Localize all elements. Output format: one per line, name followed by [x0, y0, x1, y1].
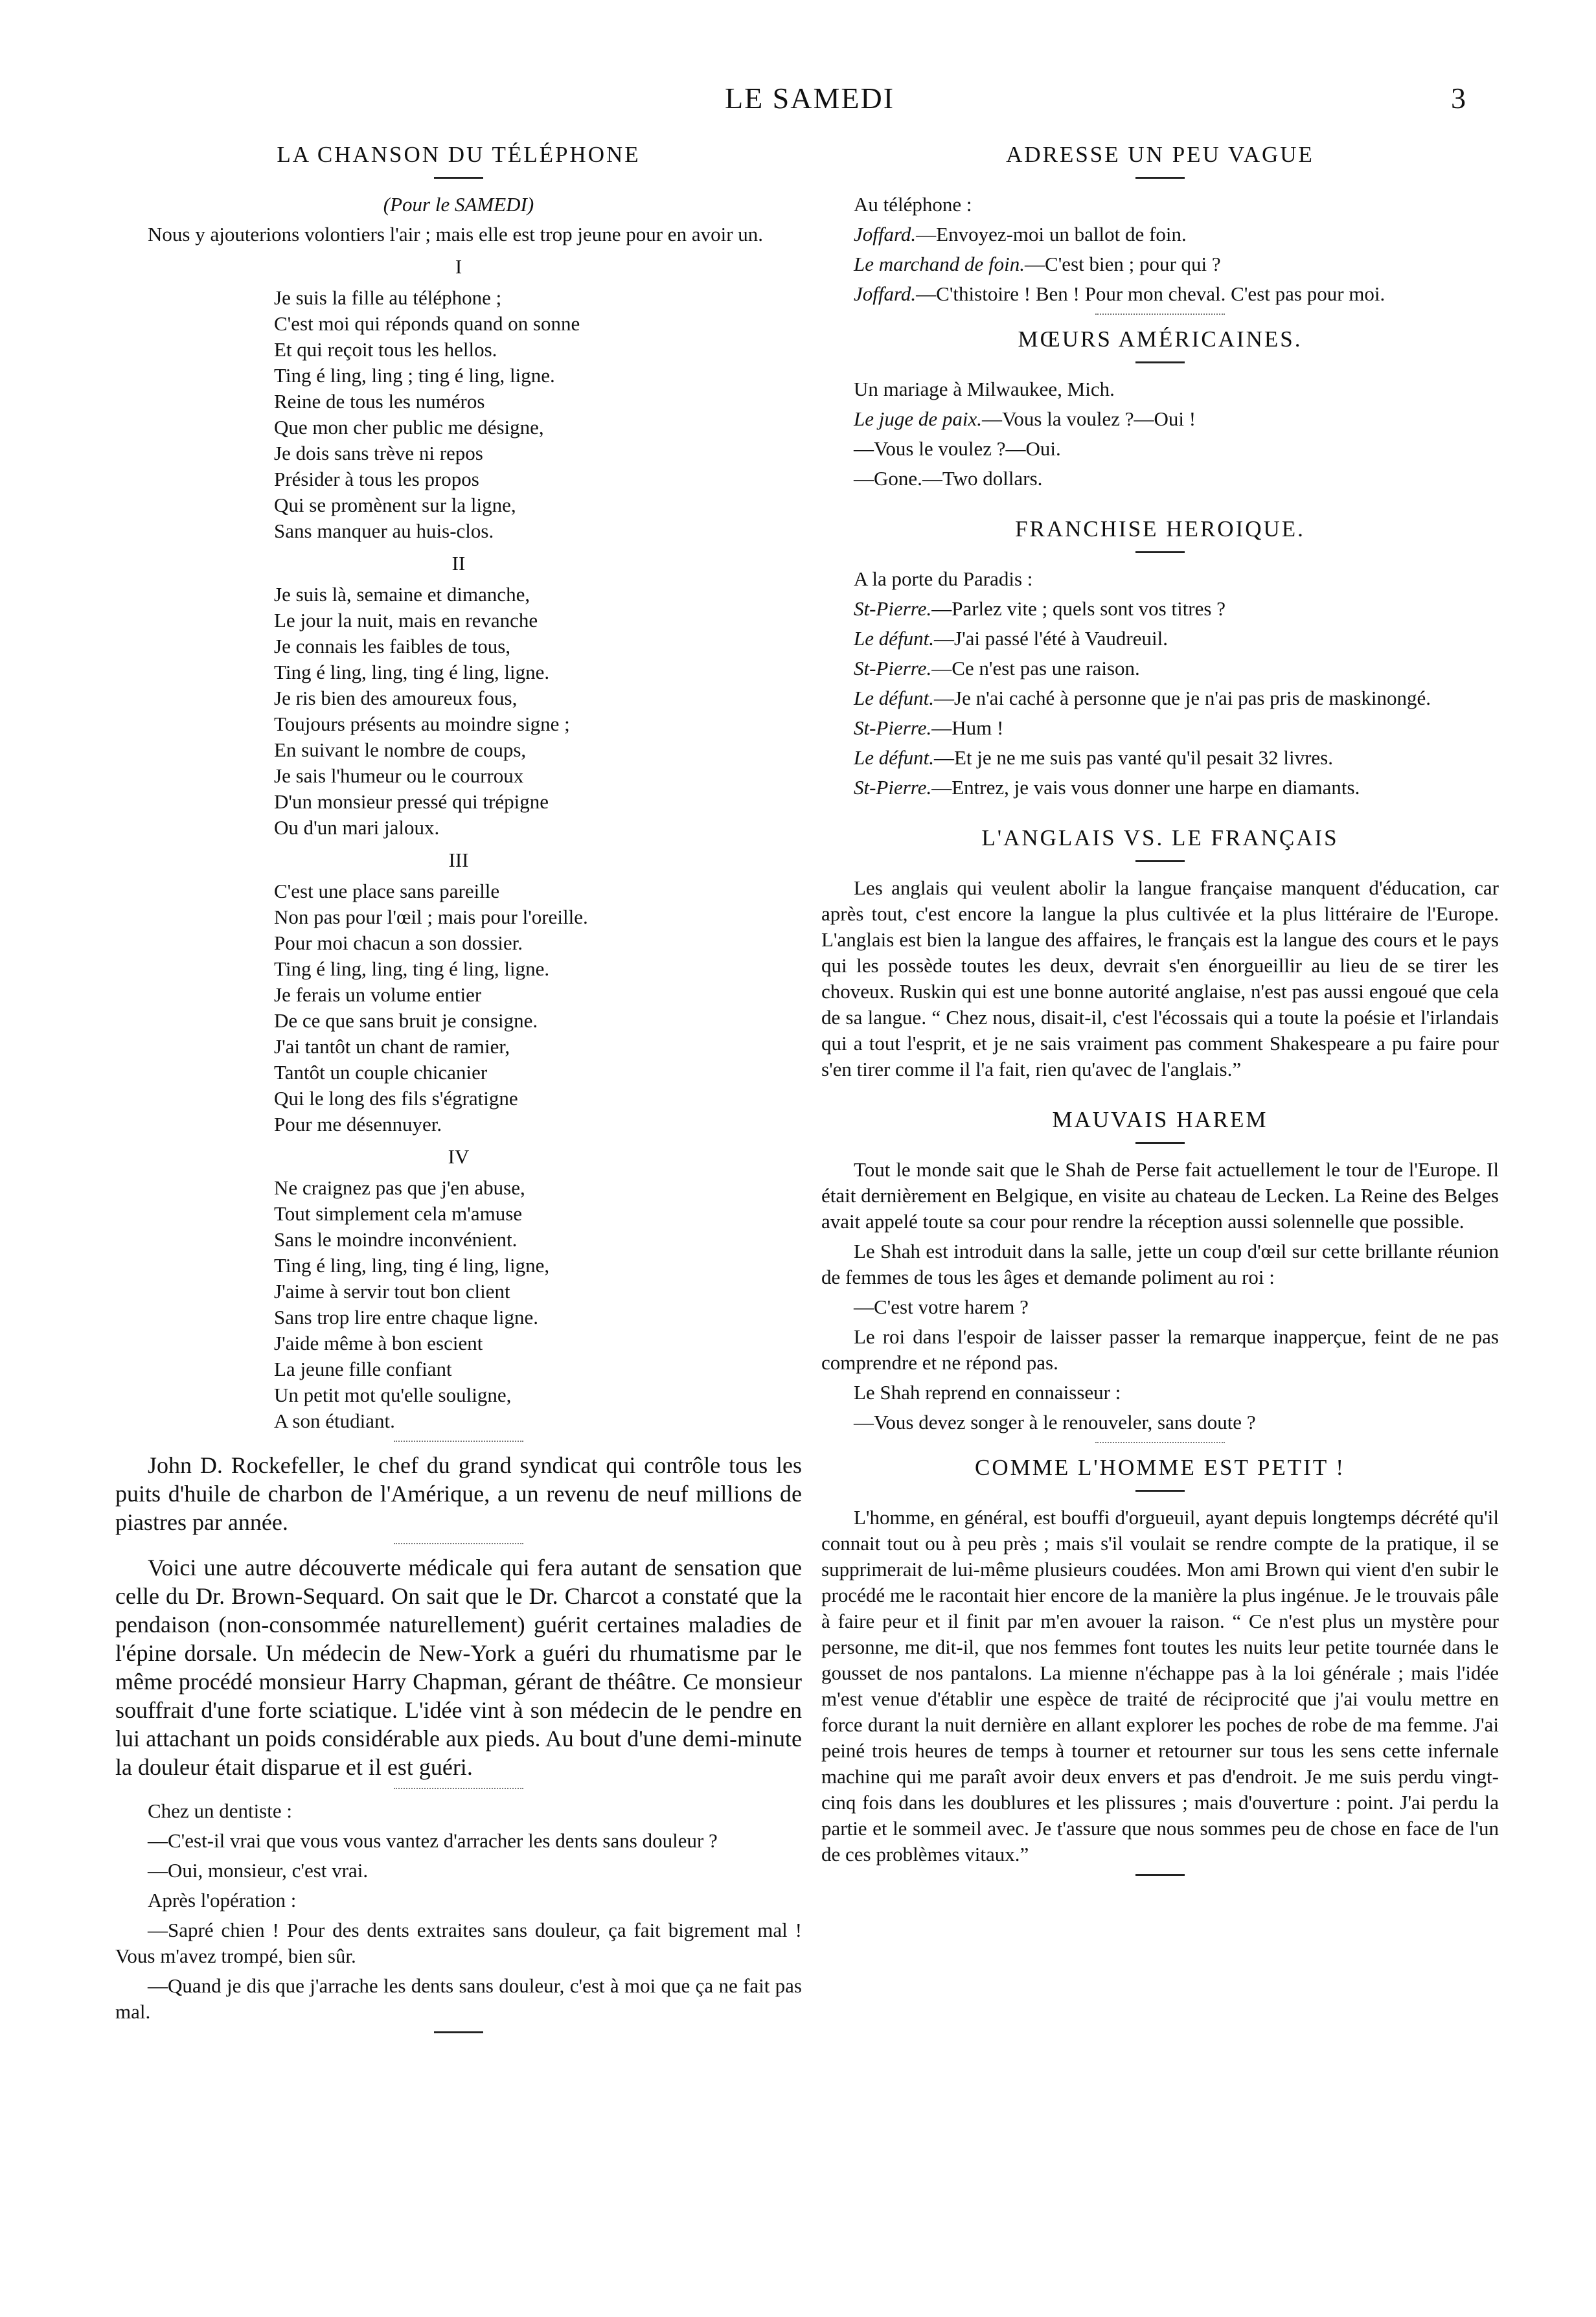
end-rule [1135, 1874, 1185, 1876]
dialogue-text: —Gone.—Two dollars. [854, 467, 1043, 490]
speaker-name: Le défunt. [854, 687, 934, 709]
dialogue-text: —Et je ne me suis pas vanté qu'il pesait 32 livres. [934, 746, 1333, 769]
title-rule [1135, 860, 1185, 862]
dialogue-text: —Vous la voulez ?—Oui ! [982, 407, 1196, 430]
article-title-homme: COMME L'HOMME EST PETIT ! [975, 1455, 1345, 1480]
speaker-name: Joffard. [854, 223, 917, 245]
speaker-name: St-Pierre. [854, 597, 932, 620]
rockefeller-article [115, 1451, 802, 1536]
stanza [274, 878, 802, 1137]
verse-line: Je ferais un volume entier [274, 983, 482, 1006]
dialogue-line: —Sapré chien ! Pour des dents extraites sans douleur, ça fait bigrement mal ! Vous m'avez trompé, bien sûr. [115, 1919, 802, 1967]
verse-line: Présider à tous les propos [274, 468, 479, 490]
section-divider [394, 1543, 523, 1544]
dentist-article [115, 1798, 802, 2025]
dialogue-line [821, 715, 1499, 741]
verse-line: Pour me désennuyer. [274, 1113, 442, 1136]
verse-line: Je sais l'humeur ou le courroux [274, 764, 524, 787]
dialogue-line [821, 685, 1499, 711]
rockefeller-text: John D. Rockefeller, le chef du grand syndicat qui contrôle tous les puits d'huile de charbon de l'Amérique, a un revenu de neuf millions de piastres par année. [115, 1452, 802, 1535]
dialogue-text: —Hum ! [931, 716, 1004, 739]
speaker-name: St-Pierre. [854, 716, 932, 739]
page-number: 3 [1451, 82, 1466, 115]
adresse-dialogue [821, 192, 1499, 307]
verse-line: Je suis là, semaine et dimanche, [274, 583, 530, 606]
dialogue-text: Un mariage à Milwaukee, Mich. [854, 378, 1115, 400]
dialogue-line [821, 626, 1499, 652]
verse-line: En suivant le nombre de coups, [274, 738, 527, 761]
dialogue-text: —Je n'ai caché à personne que je n'ai pas pris de maskinongé. [934, 687, 1431, 709]
verse-line: Sans trop lire entre chaque ligne. [274, 1306, 539, 1329]
dialogue-text: —Vous le voulez ?—Oui. [854, 437, 1061, 460]
verse-line: La jeune fille confiant [274, 1358, 452, 1380]
dialogue-line [821, 436, 1499, 462]
dialogue-line [821, 656, 1499, 681]
article-title-harem: MAUVAIS HAREM [1052, 1107, 1268, 1132]
verse-line: Un petit mot qu'elle souligne, [274, 1384, 512, 1406]
dialogue-line: —C'est-il vrai que vous vous vantez d'arracher les dents sans douleur ? [148, 1829, 718, 1852]
verse-line: Sans manquer au huis-clos. [274, 519, 494, 542]
title-rule [1135, 1142, 1185, 1144]
dialogue-line: —Oui, monsieur, c'est vrai. [148, 1859, 369, 1882]
dialogue-text: —C'est bien ; pour qui ? [1025, 253, 1221, 275]
section-divider [1095, 314, 1225, 315]
dialogue-line [821, 222, 1499, 247]
verse-line: Qui le long des fils s'égratigne [274, 1087, 518, 1110]
franchise-dialogue [821, 566, 1499, 801]
verse-line: Je dois sans trève ni repos [274, 442, 483, 464]
dialogue-line [821, 466, 1499, 492]
verse-line: Ting é ling, ling, ting é ling, ligne, [274, 1254, 550, 1277]
verse-line: Ting é ling, ling, ting é ling, ligne. [274, 957, 550, 980]
article-title-franchise: FRANCHISE HEROIQUE. [1015, 516, 1305, 542]
chanson-intro: Nous y ajouterions volontiers l'air ; mais elle est trop jeune pour en avoir un. [148, 223, 764, 245]
section-divider [394, 1788, 523, 1789]
dialogue-text: A la porte du Paradis : [854, 567, 1033, 590]
article-title-adresse: ADRESSE UN PEU VAGUE [1006, 142, 1314, 167]
dialogue-text: —Parlez vite ; quels sont vos titres ? [931, 597, 1226, 620]
dialogue-text: —Envoyez-moi un ballot de foin. [916, 223, 1187, 245]
verse-line: Toujours présents au moindre signe ; [274, 713, 570, 735]
poem-stanzas [115, 254, 802, 1434]
verse-line: Je ris bien des amoureux fous, [274, 687, 518, 709]
stanza-numeral: I [455, 255, 462, 278]
verse-line: J'aime à servir tout bon client [274, 1280, 510, 1303]
verse-line: Tantôt un couple chicanier [274, 1061, 488, 1084]
title-rule [1135, 1490, 1185, 1492]
dialogue-line [821, 281, 1499, 307]
harem-paragraph: Tout le monde sait que le Shah de Perse fait actuellement le tour de l'Europe. Il était dernièrement en Belgique, en visite au chateau de Lecken. La Reine des Belges avait appelé toute sa cour pour rendre la réception aussi solennelle que possible. [821, 1158, 1499, 1233]
verse-line: Ne craignez pas que j'en abuse, [274, 1176, 525, 1199]
dialogue-text: Au téléphone : [854, 193, 972, 216]
dialogue-line [821, 376, 1499, 402]
dialogue-line: Après l'opération : [148, 1889, 297, 1912]
speaker-name: Le juge de paix. [854, 407, 983, 430]
dialogue-line [821, 566, 1499, 592]
stanza-numeral: IV [448, 1145, 470, 1168]
verse-line: Ting é ling, ling, ting é ling, ligne. [274, 661, 550, 683]
verse-line: Reine de tous les numéros [274, 390, 485, 413]
section-divider [394, 1441, 523, 1442]
speaker-name: Le marchand de foin. [854, 253, 1025, 275]
verse-line: D'un monsieur pressé qui trépigne [274, 790, 549, 813]
masthead [0, 81, 1596, 120]
speaker-name: Le défunt. [854, 627, 934, 650]
end-rule [434, 2031, 483, 2033]
medical-article [115, 1553, 802, 1781]
speaker-name: St-Pierre. [854, 657, 932, 679]
dialogue-line [821, 775, 1499, 801]
dialogue-text: —C'thistoire ! Ben ! Pour mon cheval. C'est pas pour moi. [916, 282, 1385, 305]
speaker-name: Le défunt. [854, 746, 934, 769]
harem-body [821, 1157, 1499, 1435]
dialogue-line [821, 745, 1499, 771]
title-rule [434, 177, 483, 179]
dialogue-line [821, 596, 1499, 622]
verse-line: C'est moi qui réponds quand on sonne [274, 312, 580, 335]
verse-line: Non pas pour l'œil ; mais pour l'oreille. [274, 906, 588, 928]
speaker-name: St-Pierre. [854, 776, 932, 799]
dialogue-line [821, 251, 1499, 277]
harem-paragraph: Le roi dans l'espoir de laisser passer la remarque inapperçue, feint de ne pas comprendre et ne répond pas. [821, 1325, 1499, 1374]
harem-paragraph: —C'est votre harem ? [854, 1295, 1029, 1318]
verse-line: Pour moi chacun a son dossier. [274, 931, 523, 954]
dialogue-text: —Ce n'est pas une raison. [931, 657, 1140, 679]
dialogue-line [821, 406, 1499, 432]
verse-line: J'aide même à bon escient [274, 1332, 483, 1354]
dialogue-text: —J'ai passé l'été à Vaudreuil. [934, 627, 1168, 650]
right-column [821, 139, 1499, 1889]
verse-line: Que mon cher public me désigne, [274, 416, 544, 439]
verse-line: Tout simplement cela m'amuse [274, 1202, 523, 1225]
verse-line: Qui se promènent sur la ligne, [274, 494, 516, 516]
dialogue-text: —Entrez, je vais vous donner une harpe en diamants. [931, 776, 1360, 799]
verse-line: A son étudiant. [274, 1410, 395, 1432]
harem-paragraph: —Vous devez songer à le renouveler, sans doute ? [854, 1411, 1256, 1433]
article-title-chanson: LA CHANSON DU TÉLÉPHONE [277, 142, 641, 167]
moeurs-dialogue [821, 376, 1499, 492]
verse-line: J'ai tantôt un chant de ramier, [274, 1035, 510, 1058]
verse-line: De ce que sans bruit je consigne. [274, 1009, 538, 1032]
medical-text: Voici une autre découverte médicale qui fera autant de sensation que celle du Dr. Brown-Sequard. On sait que le Dr. Charcot a constaté que la pendaison (non-consommée naturellement) guérit certaines maladies de l'épine dorsale. Un médecin de New-York a guéri du rhumatisme par le même procédé monsieur Harry Chapman, gérant de théâtre. Ce monsieur souffrait d'une forte sciatique. L'idée vint à son médecin de le pendre en lui attachant un poids considérable aux pieds. Au bout d'une demi-minute la douleur était disparue et il est guéri. [115, 1555, 802, 1780]
verse-line: Le jour la nuit, mais en revanche [274, 609, 538, 632]
left-column [115, 139, 802, 2046]
verse-line: Ting é ling, ling ; ting é ling, ligne. [274, 364, 555, 387]
title-rule [1135, 177, 1185, 179]
verse-line: Ou d'un mari jaloux. [274, 816, 440, 839]
stanza [274, 285, 802, 544]
anglais-body: Les anglais qui veulent abolir la langue française manquent d'éducation, car après tout, c'est encore la langue la plus cultivée et la plus littéraire de l'Europe. L'anglais est bien la langue des affaires, le français est la langue des cours et le pays qui les possède toutes les deux, devrait s'en énorgueillir au lieu de se tirer les choveux. Ruskin qui est une bonne autorité anglaise, n'est pas aussi engoué que cela de sa langue. “ Chez nous, disait-il, c'est l'écossais qui a toute la poésie et l'irlandais qui a tout l'esprit, et je ne sais vraiment pas comment Shakespeare a pu faire pour s'en tirer comme il l'a fait, rien qu'avec de l'anglais.” [821, 876, 1499, 1080]
verse-line: Sans le moindre inconvénient. [274, 1228, 518, 1251]
dialogue-line: Chez un dentiste : [148, 1799, 292, 1822]
article-title-moeurs: MŒURS AMÉRICAINES. [1018, 326, 1303, 352]
verse-line: Je connais les faibles de tous, [274, 635, 511, 657]
title-rule [1135, 361, 1185, 363]
dialogue-line: —Quand je dis que j'arrache les dents sans douleur, c'est à moi que ça ne fait pas mal. [115, 1974, 802, 2023]
verse-line: C'est une place sans pareille [274, 880, 500, 902]
verse-line: Et qui reçoit tous les hellos. [274, 338, 497, 361]
homme-body: L'homme, en général, est bouffi d'orgueuil, ayant depuis longtemps décrété qu'il connait tout ou à peu près ; mais s'il voulait se rendre compte de la pratique, il se supprimerait de lui-même plusieurs coudées. Mon ami Brown qui vient d'en subir le procédé me le racontait hier encore de la manière la plus ingénue. Je le trouvais pâle à faire peur et il finit par m'en avouer la raison. “ Ce n'est plus un mystère pour personne, me dit-il, que nos femmes font toutes les nuits leur petite tournée dans le gousset de nos pantalons. La mienne n'échappe pas à la loi générale ; mais l'idée m'est venue d'établir une espèce de traité de réciprocité que j'ai voulu mettre en force durant la nuit dernière en allant explorer les poches de robe de ma femme. J'ai peiné trois heures de temps à tourner et retourner sur tous les sens cette infernale machine qui me paraît avoir deux envers et pas d'endroit. Je me suis perdu vingt-cinq fois dans les doublures et les plissures ; mais d'ouverture : point. J'ai perdu la partie et le sommeil avec. Je t'assure que nous sommes peu de chose en face de l'un de ces problèmes vitaux.” [821, 1506, 1499, 1866]
title-rule [1135, 551, 1185, 553]
dialogue-line [821, 192, 1499, 218]
harem-paragraph: Le Shah reprend en connaisseur : [854, 1381, 1121, 1404]
article-title-anglais: L'ANGLAIS VS. LE FRANÇAIS [981, 825, 1339, 850]
byline: (Pour le SAMEDI) [383, 193, 534, 216]
harem-paragraph: Le Shah est introduit dans la salle, jette un coup d'œil sur cette brillante réunion de femmes de tous les âges et demande poliment au roi : [821, 1240, 1499, 1288]
section-divider [1095, 1442, 1225, 1443]
stanza [274, 582, 802, 841]
stanza-numeral: II [451, 552, 466, 575]
stanza-numeral: III [448, 849, 469, 871]
newspaper-title: LE SAMEDI [724, 82, 895, 115]
verse-line: Je suis la fille au téléphone ; [274, 286, 502, 309]
speaker-name: Joffard. [854, 282, 917, 305]
stanza [274, 1175, 802, 1434]
